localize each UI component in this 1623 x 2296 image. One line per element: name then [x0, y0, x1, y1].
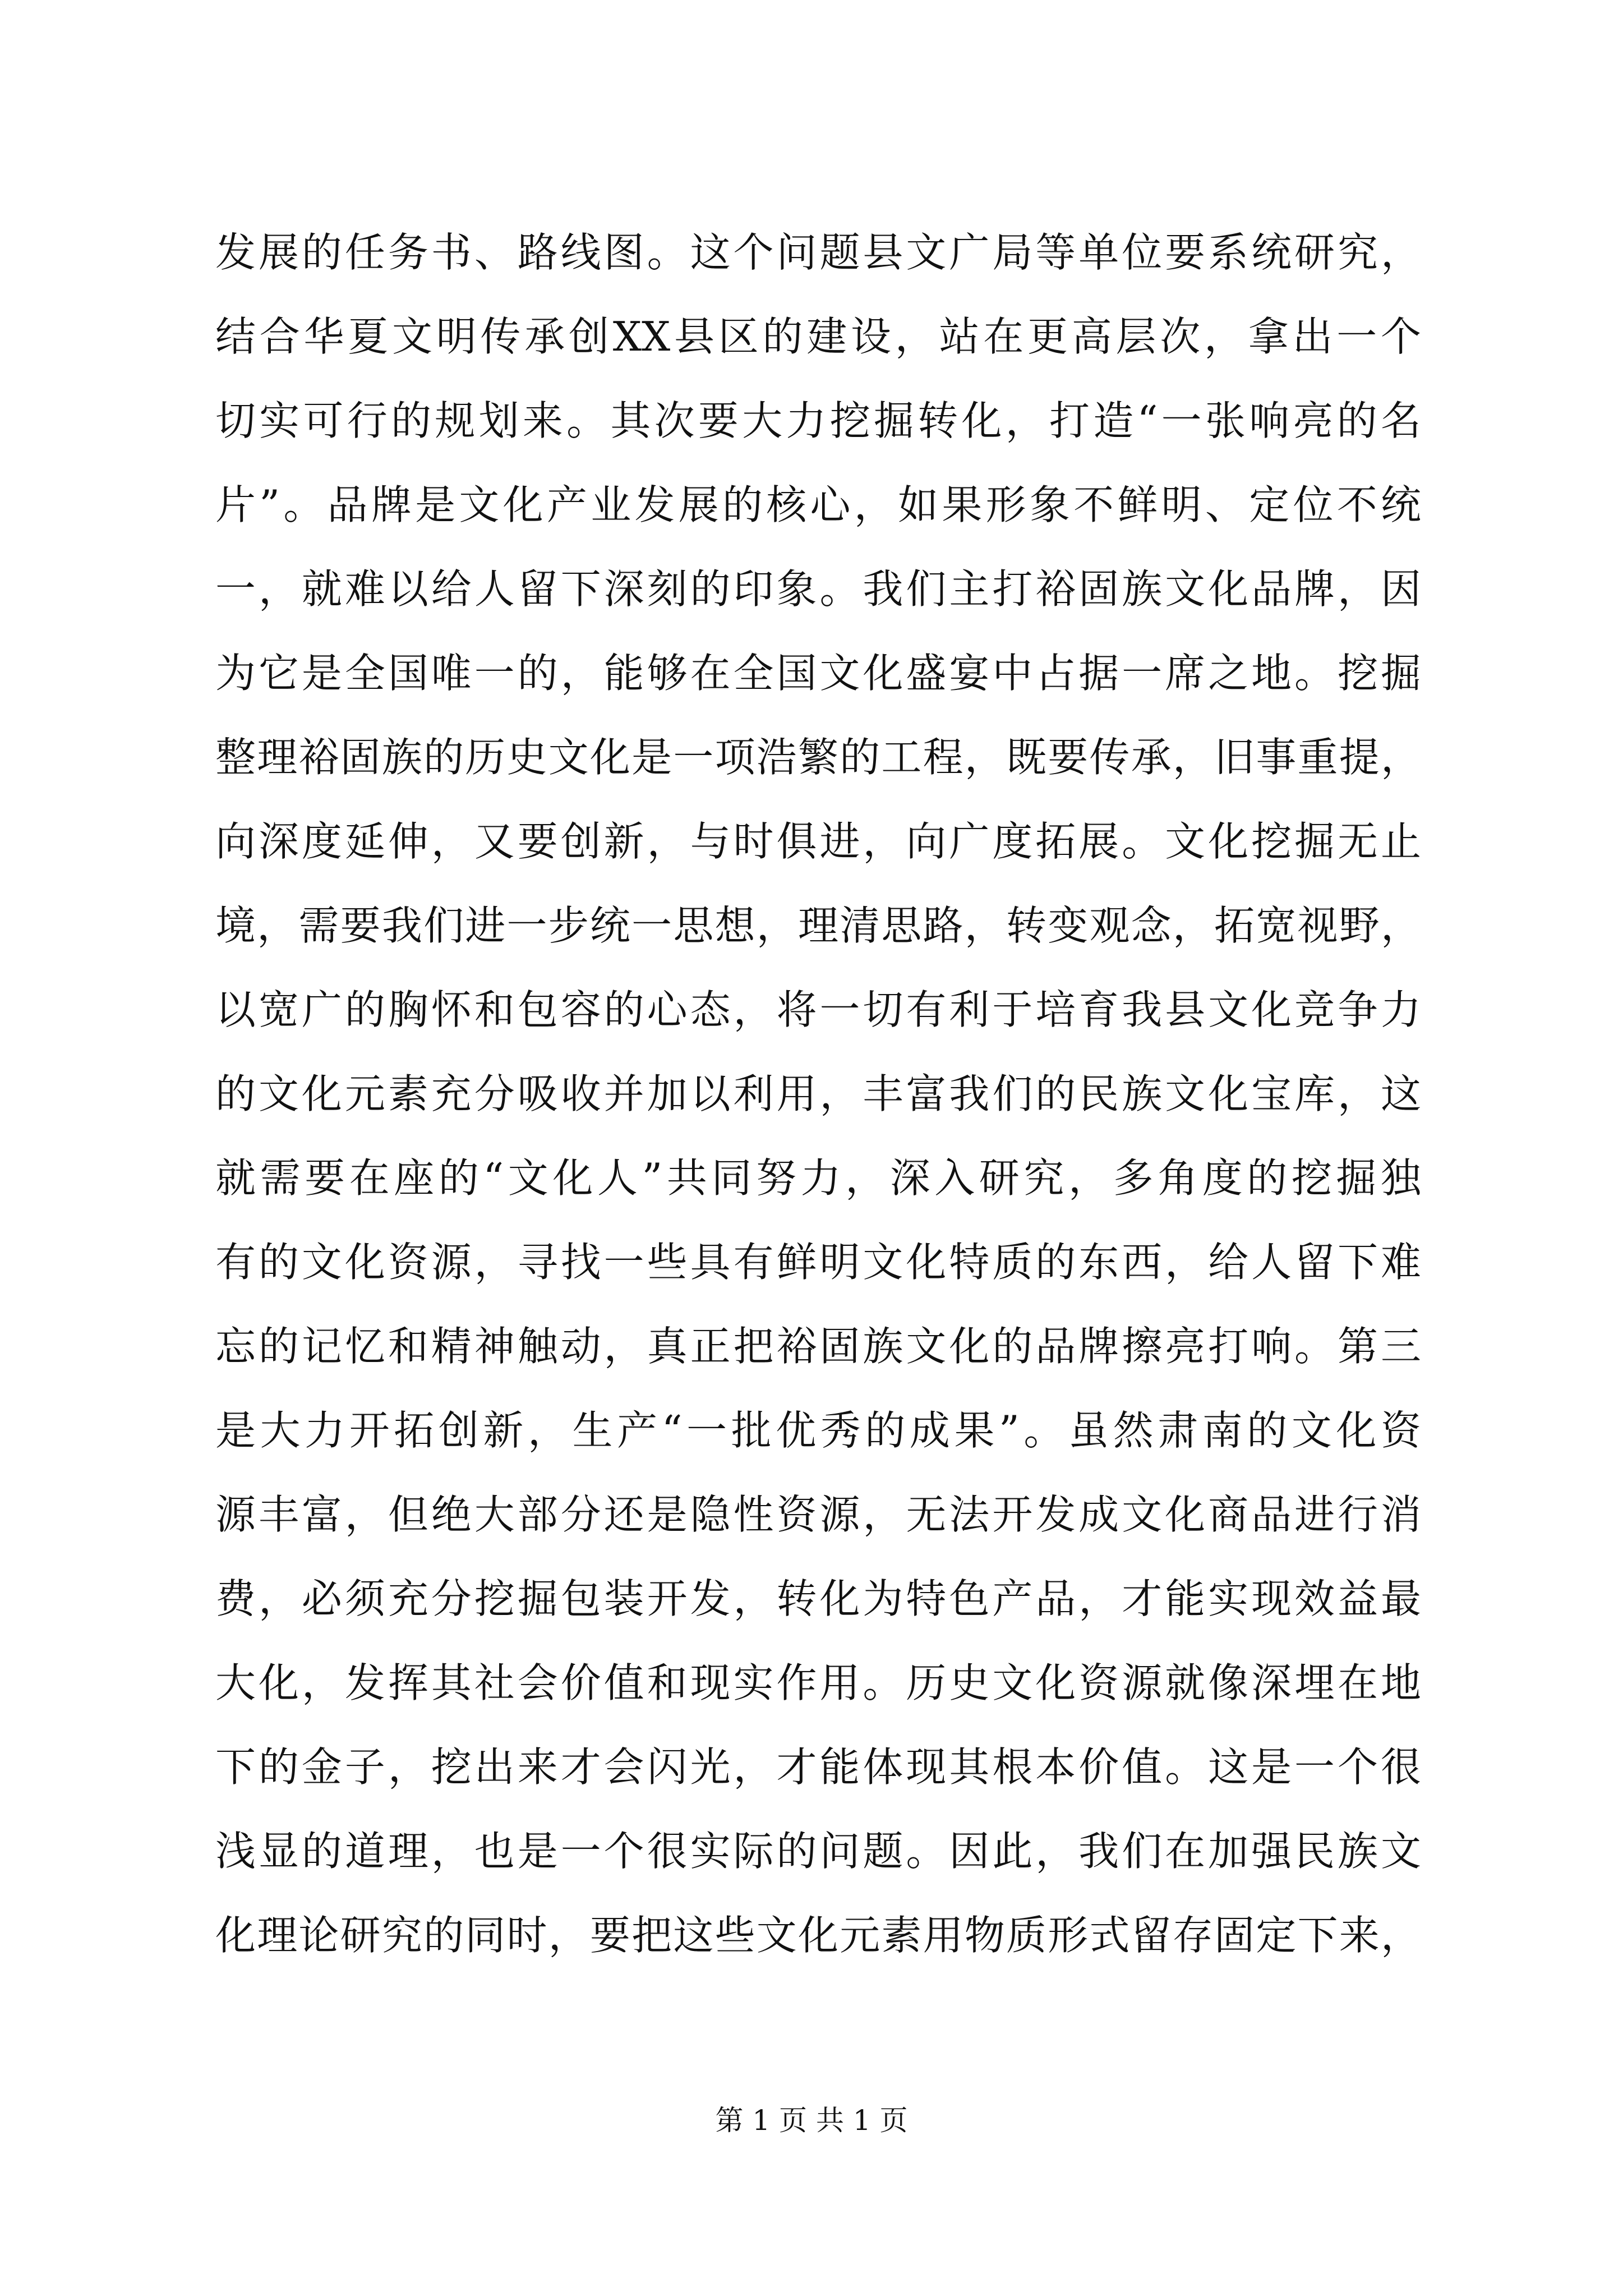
text-line: 整理裕固族的历史文化是一项浩繁的工程，既要传承，旧事重提，	[215, 734, 1421, 781]
text-line: 的文化元素充分吸收并加以利用，丰富我们的民族文化宝库，这	[215, 1070, 1421, 1117]
text-line: 切实可行的规划来。其次要大力挖掘转化，打造“一张响亮的名	[215, 397, 1421, 444]
text-line: 一，就难以给人留下深刻的印象。我们主打裕固族文化品牌，因	[215, 565, 1421, 613]
text-line: 是大力开拓创新，生产“一批优秀的成果”。虽然肃南的文化资	[215, 1407, 1421, 1454]
text-line: 发展的任务书、路线图。这个问题县文广局等单位要系统研究，	[215, 229, 1421, 276]
text-line: 下的金子，挖出来才会闪光，才能体现其根本价值。这是一个很	[215, 1743, 1421, 1791]
text-line: 就需要在座的“文化人”共同努力，深入研究，多角度的挖掘独	[215, 1154, 1421, 1202]
text-line: 源丰富，但绝大部分还是隐性资源，无法开发成文化商品进行消	[215, 1491, 1421, 1538]
text-line: 以宽广的胸怀和包容的心态，将一切有利于培育我县文化竞争力	[215, 986, 1421, 1033]
body-text	[215, 210, 1421, 1977]
text-line: 大化，发挥其社会价值和现实作用。历史文化资源就像深埋在地	[215, 1659, 1421, 1706]
text-line: 结合华夏文明传承创XX县区的建设，站在更高层次，拿出一个	[215, 313, 1421, 360]
text-line: 为它是全国唯一的，能够在全国文化盛宴中占据一席之地。挖掘	[215, 650, 1421, 697]
text-line: 忘的记忆和精神触动，真正把裕固族文化的品牌擦亮打响。第三	[215, 1323, 1421, 1370]
page-footer: 第 1 页 共 1 页	[715, 2104, 908, 2137]
text-line: 费，必须充分挖掘包装开发，转化为特色产品，才能实现效益最	[215, 1575, 1421, 1622]
text-line: 向深度延伸，又要创新，与时俱进，向广度拓展。文化挖掘无止	[215, 818, 1421, 865]
text-line: 境，需要我们进一步统一思想，理清思路，转变观念，拓宽视野，	[215, 902, 1421, 949]
text-line: 化理论研究的同时，要把这些文化元素用物质形式留存固定下来，	[215, 1912, 1421, 1959]
text-line: 有的文化资源，寻找一些具有鲜明文化特质的东西，给人留下难	[215, 1239, 1421, 1286]
text-line: 浅显的道理，也是一个很实际的问题。因此，我们在加强民族文	[215, 1828, 1421, 1875]
text-line: 片”。品牌是文化产业发展的核心，如果形象不鲜明、定位不统	[215, 481, 1421, 528]
